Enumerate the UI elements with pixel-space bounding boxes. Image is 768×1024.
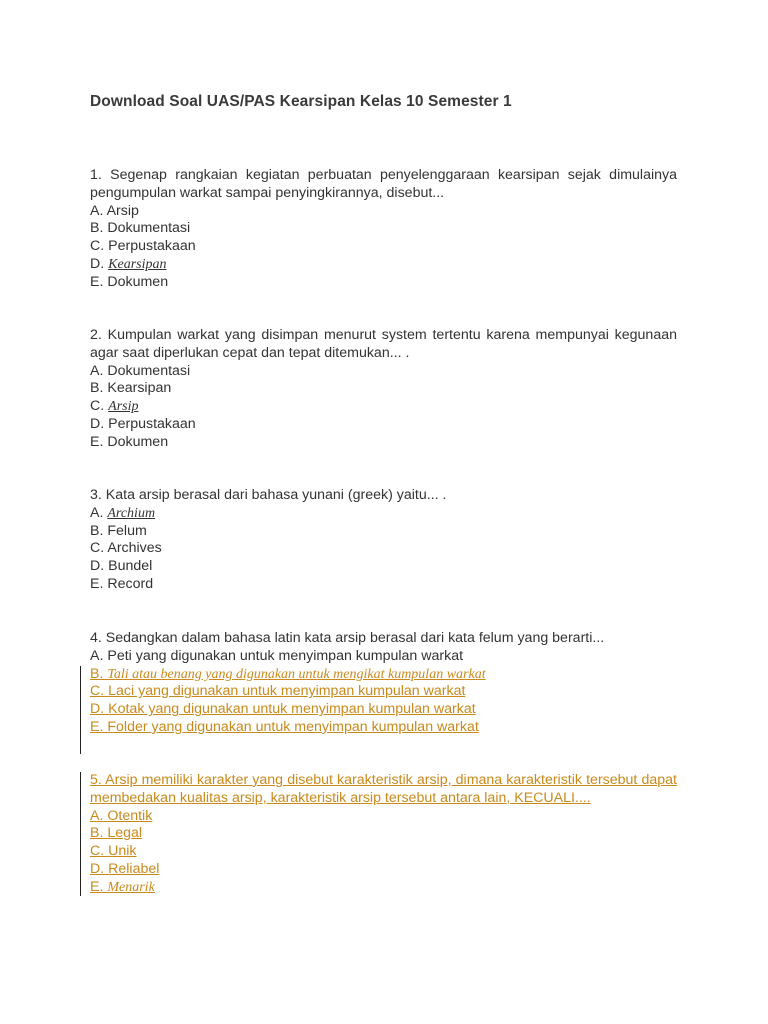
option-b-answer: B. Tali atau benang yang digunakan untuk mengikat kumpulan warkat <box>90 665 486 682</box>
option-a: A. Peti yang digunakan untuk menyimpan kumpulan warkat <box>90 647 464 664</box>
option-e: E. Record <box>90 575 154 592</box>
option-a: A. Dokumentasi <box>90 362 191 379</box>
option-b: B. Kearsipan <box>90 380 172 397</box>
answer-key: Arsip <box>108 399 139 415</box>
page-title: Download Soal UAS/PAS Kearsipan Kelas 10 Semester 1 <box>90 93 512 110</box>
question-text: 5. Arsip memiliki karakter yang disebut karakteristik arsip, dimana karakteristik tersebut dapat membedakan kualitas arsip, karakteristik arsip tersebut antara lain, KECUALI.... <box>90 772 677 806</box>
option-d: D. Perpustakaan <box>90 415 196 432</box>
option-c-answer: C. Arsip <box>90 398 139 415</box>
change-bar <box>80 772 81 896</box>
question-4 <box>90 630 677 737</box>
option-e: E. Folder yang digunakan untuk menyimpan kumpulan warkat <box>90 718 479 735</box>
option-c: C. Unik <box>90 843 137 860</box>
question-2 <box>90 327 677 452</box>
option-c: C. Laci yang digunakan untuk menyimpan kumpulan warkat <box>90 683 466 700</box>
option-b: B. Dokumentasi <box>90 220 191 237</box>
question-text: 1. Segenap rangkaian kegiatan perbuatan penyelenggaraan kearsipan sejak dimulainya pengumpulan warkat sampai penyingkirannya, disebut... <box>90 167 677 201</box>
option-a: A. Arsip <box>90 202 139 219</box>
option-e-answer: E. Menarik <box>90 878 155 895</box>
option-a-answer: A. Archium <box>90 504 156 521</box>
option-d: D. Reliabel <box>90 860 160 877</box>
question-text: 3. Kata arsip berasal dari bahasa yunani (greek) yaitu... . <box>90 487 447 503</box>
option-e: E. Dokumen <box>90 273 169 290</box>
option-d: D. Kotak yang digunakan untuk menyimpan kumpulan warkat <box>90 701 476 718</box>
option-a: A. Otentik <box>90 807 153 824</box>
answer-key: Kearsipan <box>108 256 167 272</box>
change-bar <box>80 666 81 754</box>
option-d-answer: D. Kearsipan <box>90 255 167 272</box>
question-text: 4. Sedangkan dalam bahasa latin kata arsip berasal dari kata felum yang berarti... <box>90 630 605 646</box>
answer-key: Tali atau benang yang digunakan untuk mengikat kumpulan warkat <box>107 666 486 682</box>
question-5 <box>90 772 677 897</box>
option-e: E. Dokumen <box>90 433 169 450</box>
option-c: C. Perpustakaan <box>90 238 196 255</box>
question-1 <box>90 167 677 292</box>
option-b: B. Felum <box>90 522 147 539</box>
option-d: D. Bundel <box>90 558 153 575</box>
answer-key: Archium <box>107 505 156 521</box>
question-text: 2. Kumpulan warkat yang disimpan menurut system tertentu karena mempunyai kegunaan agar saat diperlukan cepat dan tepat ditemukan... . <box>90 327 677 361</box>
option-c: C. Archives <box>90 540 162 557</box>
answer-key: Menarik <box>107 879 155 895</box>
option-b: B. Legal <box>90 825 143 842</box>
question-3 <box>90 487 677 594</box>
